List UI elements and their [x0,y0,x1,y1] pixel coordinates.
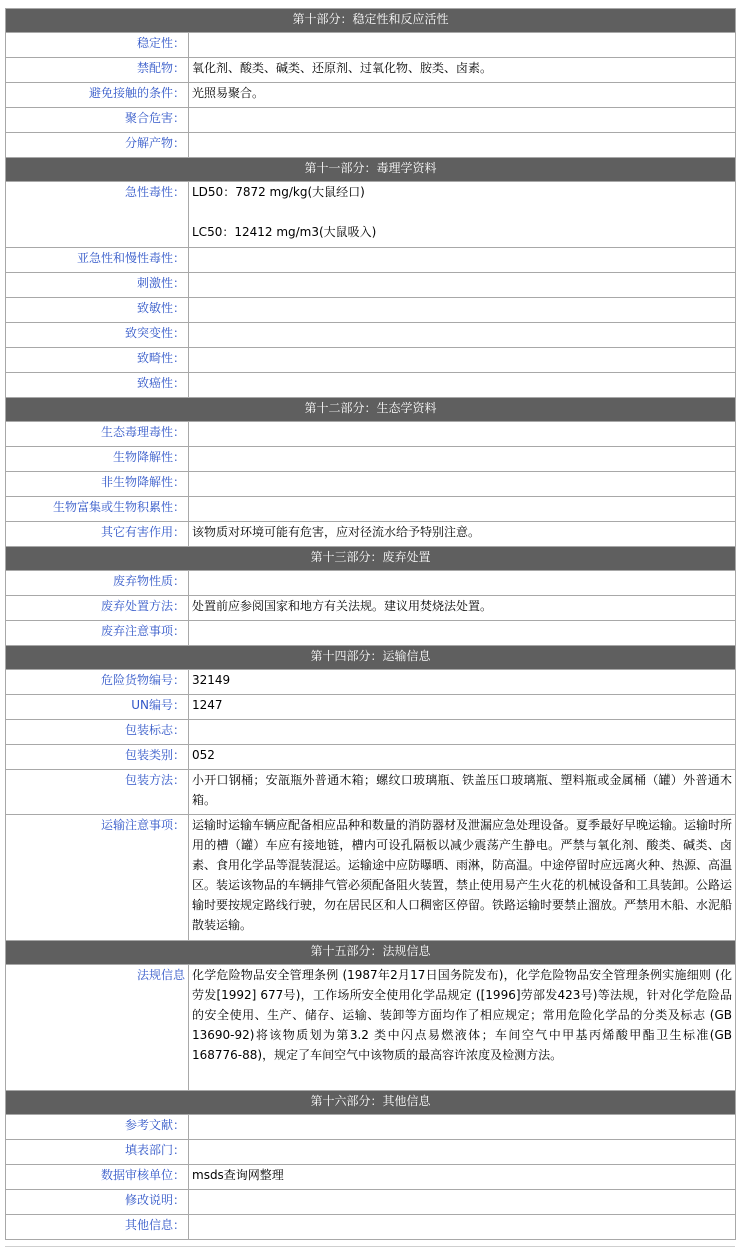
field-value [189,323,736,348]
field-label: 刺激性： [6,273,189,298]
field-label: 避免接触的条件： [6,83,189,108]
field-value: msds查询网整理 [189,1165,736,1190]
field-label: 法规信息 [6,965,189,1091]
field-value [189,1115,736,1140]
section-header-regulatory: 第十五部分：法规信息 [6,941,736,965]
field-value: 该物质对环境可能有危害，应对径流水给予特别注意。 [189,522,736,547]
field-value [189,248,736,273]
field-value [189,472,736,497]
field-value: 光照易聚合。 [189,83,736,108]
field-label: 分解产物： [6,133,189,158]
msds-document [5,8,735,1240]
section-header-other: 第十六部分：其他信息 [6,1091,736,1115]
field-value [189,33,736,58]
field-value [189,133,736,158]
field-value [189,348,736,373]
field-value: 氧化剂、酸类、碱类、还原剂、过氧化物、胺类、卤素。 [189,58,736,83]
field-value: 化学危险物品安全管理条例 (1987年2月17日国务院发布)，化学危险物品安全管理条例实施细则 (化劳发[1992] 677号)，工作场所安全使用化学品规定 ([1996]劳部发423号)等法规，针对化学危险品的安全使用、生产、储存、运输、装卸等方面均作了相应规定；常用危险化学品的分类及标志 (GB 13690-92)将该物质划为第3.2 类中闪点易燃液体；车间空气中甲基丙烯酸甲酯卫生标准(GB 168776-88)，规定了车间空气中该物质的最高容许浓度及检测方法。 [189,965,736,1091]
field-label: 参考文献： [6,1115,189,1140]
field-label: 包装类别： [6,745,189,770]
field-label: 生态毒理毒性： [6,422,189,447]
field-label: 包装方法： [6,770,189,815]
field-value [189,273,736,298]
field-value [189,1215,736,1240]
field-label: 废弃注意事项： [6,621,189,646]
field-label: 修改说明： [6,1190,189,1215]
field-label: 致癌性： [6,373,189,398]
field-label: 填表部门： [6,1140,189,1165]
field-value [189,621,736,646]
field-label: 危险货物编号： [6,670,189,695]
field-value [189,108,736,133]
field-label: 其它有害作用： [6,522,189,547]
field-label: 亚急性和慢性毒性： [6,248,189,273]
field-value [189,1140,736,1165]
field-value: 1247 [189,695,736,720]
field-label: 生物降解性： [6,447,189,472]
field-label: 致畸性： [6,348,189,373]
field-label: 急性毒性： [6,182,189,248]
section-header-transport: 第十四部分：运输信息 [6,646,736,670]
section-header-stability: 第十部分：稳定性和反应活性 [6,9,736,33]
field-label: 其他信息： [6,1215,189,1240]
field-value: 32149 [189,670,736,695]
section-header-toxicology: 第十一部分：毒理学资料 [6,158,736,182]
field-label: 包装标志： [6,720,189,745]
ld50-line: LD50：7872 mg/kg(大鼠经口) [192,185,365,199]
field-value [189,422,736,447]
field-label: UN编号： [6,695,189,720]
msds-table [5,8,736,1240]
field-label: 非生物降解性： [6,472,189,497]
field-label: 运输注意事项： [6,815,189,941]
field-label: 数据审核单位： [6,1165,189,1190]
field-value [189,298,736,323]
field-label: 聚合危害： [6,108,189,133]
field-value [189,720,736,745]
section-header-disposal: 第十三部分：废弃处置 [6,547,736,571]
field-label: 稳定性： [6,33,189,58]
field-value [189,373,736,398]
field-value: 小开口钢桶；安瓿瓶外普通木箱；螺纹口玻璃瓶、铁盖压口玻璃瓶、塑料瓶或金属桶（罐）外普通木箱。 [189,770,736,815]
field-value [189,571,736,596]
field-label: 禁配物： [6,58,189,83]
field-value: 处置前应参阅国家和地方有关法规。建议用焚烧法处置。 [189,596,736,621]
field-value [189,1190,736,1215]
section-header-ecology: 第十二部分：生态学资料 [6,398,736,422]
field-label: 废弃物性质： [6,571,189,596]
field-value-acute-toxicity [189,182,736,248]
field-value [189,497,736,522]
page-bottom-divider [5,1246,735,1247]
field-label: 生物富集或生物积累性： [6,497,189,522]
lc50-line: LC50：12412 mg/m3(大鼠吸入) [192,225,377,239]
field-value [189,447,736,472]
field-label: 致敏性： [6,298,189,323]
field-label: 致突变性： [6,323,189,348]
field-label: 废弃处置方法： [6,596,189,621]
field-value: 052 [189,745,736,770]
field-value: 运输时运输车辆应配备相应品种和数量的消防器材及泄漏应急处理设备。夏季最好早晚运输。运输时所用的槽（罐）车应有接地链，槽内可设孔隔板以减少震荡产生静电。严禁与氧化剂、酸类、碱类、卤素、食用化学品等混装混运。运输途中应防曝晒、雨淋，防高温。中途停留时应远离火种、热源、高温区。装运该物品的车辆排气管必须配备阻火装置，禁止使用易产生火花的机械设备和工具装卸。公路运输时要按规定路线行驶，勿在居民区和人口稠密区停留。铁路运输时要禁止溜放。严禁用木船、水泥船散装运输。 [189,815,736,941]
